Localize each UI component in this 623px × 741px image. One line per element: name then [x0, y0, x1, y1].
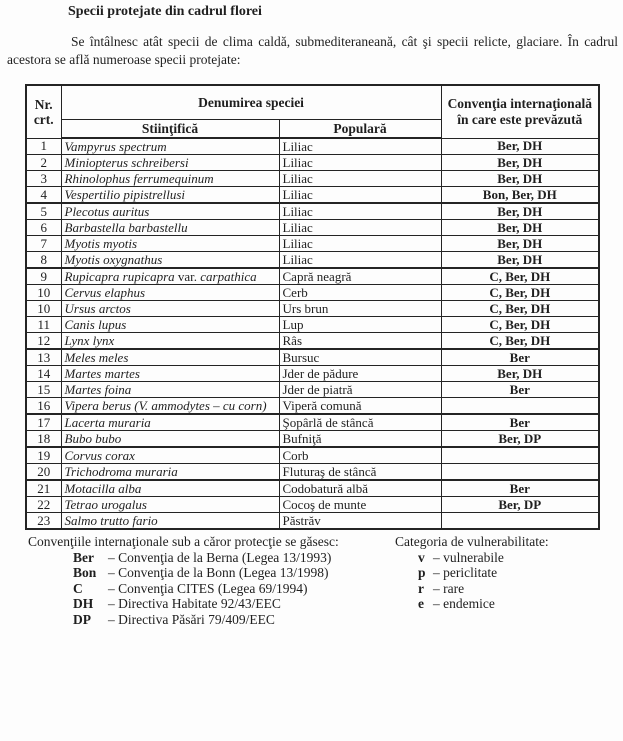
table-header: [26, 85, 599, 138]
col-header-species-name: Denumirea speciei: [61, 85, 441, 120]
scientific-name-cell: Myotis myotis: [61, 236, 279, 252]
scientific-name-cell: Corvus corax: [61, 447, 279, 464]
species-row: [26, 513, 599, 530]
popular-name-cell: Liliac: [279, 220, 441, 236]
col-header-popular: Populară: [279, 120, 441, 139]
popular-name-cell: Bufniţă: [279, 431, 441, 448]
species-row: [26, 138, 599, 155]
row-number-cell: 15: [26, 382, 61, 398]
species-row: [26, 366, 599, 382]
legend-code: r: [418, 580, 424, 596]
popular-name-cell: Şopârlă de stâncă: [279, 414, 441, 431]
legend-code: Bon: [73, 565, 97, 580]
scientific-name-cell: Rupicapra rupicapra var. carpathica: [61, 268, 279, 285]
popular-name-cell: Păstrăv: [279, 513, 441, 530]
vulnerability-legend-item: [418, 581, 549, 597]
scientific-name-cell: Vipera berus (V. ammodytes – cu corn): [61, 398, 279, 415]
legend-code: e: [418, 596, 424, 611]
convention-cell: C, Ber, DH: [441, 317, 599, 333]
row-number-cell: 14: [26, 366, 61, 382]
popular-name-cell: Fluturaş de stâncă: [279, 464, 441, 481]
row-number-cell: 21: [26, 480, 61, 497]
vulnerability-legend-item: [418, 550, 549, 566]
scientific-name-cell: Canis lupus: [61, 317, 279, 333]
convention-cell: Bon, Ber, DH: [441, 187, 599, 204]
convention-cell: Ber, DH: [441, 366, 599, 382]
scientific-name-cell: Plecotus auritus: [61, 203, 279, 220]
popular-name-cell: Codobatură albă: [279, 480, 441, 497]
col-header-scientific: Stiinţifică: [61, 120, 279, 139]
scientific-name-cell: Salmo trutto fario: [61, 513, 279, 530]
convention-cell: Ber, DP: [441, 431, 599, 448]
legend: [0, 534, 623, 627]
popular-name-cell: Liliac: [279, 138, 441, 155]
popular-name-cell: Liliac: [279, 171, 441, 187]
popular-name-cell: Jder de pădure: [279, 366, 441, 382]
scientific-name-cell: Tetrao urogalus: [61, 497, 279, 513]
scientific-name-cell: Vespertilio pipistrellusi: [61, 187, 279, 204]
convention-cell: [441, 398, 599, 415]
scientific-name-cell: Lynx lynx: [61, 333, 279, 350]
row-number-cell: 6: [26, 220, 61, 236]
convention-cell: C, Ber, DH: [441, 301, 599, 317]
scientific-name-cell: Trichodroma muraria: [61, 464, 279, 481]
popular-name-cell: Liliac: [279, 155, 441, 171]
legend-label: – Convenţia de la Bonn (Legea 13/1998): [108, 565, 329, 580]
legend-label: – Directiva Păsări 79/409/EEC: [108, 611, 275, 627]
species-row: [26, 497, 599, 513]
table-body: [26, 138, 599, 529]
species-row: [26, 317, 599, 333]
vulnerability-legend-item: [418, 565, 549, 581]
row-number-cell: 5: [26, 203, 61, 220]
popular-name-cell: Liliac: [279, 203, 441, 220]
convention-cell: Ber, DH: [441, 155, 599, 171]
legend-code: C: [73, 580, 83, 596]
popular-name-cell: Bursuc: [279, 349, 441, 366]
scientific-name-cell: Barbastella barbastellu: [61, 220, 279, 236]
popular-name-cell: Jder de piatră: [279, 382, 441, 398]
convention-cell: Ber, DH: [441, 252, 599, 269]
species-row: [26, 398, 599, 415]
species-row: [26, 349, 599, 366]
convention-cell: [441, 447, 599, 464]
convention-cell: Ber: [441, 349, 599, 366]
convention-legend-item: [73, 612, 623, 628]
convention-cell: C, Ber, DH: [441, 268, 599, 285]
convention-cell: [441, 513, 599, 530]
row-number-cell: 18: [26, 431, 61, 448]
popular-name-cell: Lup: [279, 317, 441, 333]
popular-name-cell: Liliac: [279, 252, 441, 269]
species-row: [26, 187, 599, 204]
scientific-name-cell: Martes martes: [61, 366, 279, 382]
scientific-name-cell: Lacerta muraria: [61, 414, 279, 431]
vulnerability-legend-title: Categoria de vulnerabilitate:: [395, 534, 549, 549]
popular-name-cell: Cerb: [279, 285, 441, 301]
row-number-cell: 8: [26, 252, 61, 269]
species-row: [26, 236, 599, 252]
convention-cell: Ber, DH: [441, 203, 599, 220]
species-row: [26, 382, 599, 398]
document-page: [0, 4, 623, 741]
legend-label: – vulnerabile: [433, 549, 504, 565]
scientific-name-cell: Motacilla alba: [61, 480, 279, 497]
vulnerability-legend-item: [418, 596, 549, 612]
convention-cell: Ber, DH: [441, 171, 599, 187]
row-number-cell: 7: [26, 236, 61, 252]
legend-code: Ber: [73, 549, 94, 565]
protected-species-table: [25, 84, 600, 530]
scientific-name-cell: Cervus elaphus: [61, 285, 279, 301]
scientific-name-cell: Myotis oxygnathus: [61, 252, 279, 269]
scientific-name-cell: Miniopterus schreibersi: [61, 155, 279, 171]
legend-label: – endemice: [433, 596, 495, 611]
scientific-name-cell: Ursus arctos: [61, 301, 279, 317]
species-row: [26, 431, 599, 448]
scientific-name-cell: Martes foina: [61, 382, 279, 398]
row-number-cell: 17: [26, 414, 61, 431]
conventions-legend-title: Convenţiile internaţionale sub a căror protecţie se găsesc:: [28, 534, 339, 549]
scientific-name-cell: Bubo bubo: [61, 431, 279, 448]
convention-cell: Ber: [441, 480, 599, 497]
species-row: [26, 171, 599, 187]
page-title: Specii protejate din cadrul florei: [68, 4, 262, 19]
popular-name-cell: Urs brun: [279, 301, 441, 317]
convention-cell: Ber: [441, 382, 599, 398]
species-row: [26, 220, 599, 236]
legend-code: p: [418, 565, 426, 580]
row-number-cell: 20: [26, 464, 61, 481]
row-number-cell: 3: [26, 171, 61, 187]
row-number-cell: 2: [26, 155, 61, 171]
species-row: [26, 464, 599, 481]
convention-cell: [441, 464, 599, 481]
species-row: [26, 285, 599, 301]
legend-label: – periclitate: [433, 565, 498, 580]
row-number-cell: 23: [26, 513, 61, 530]
convention-cell: Ber, DP: [441, 497, 599, 513]
col-header-convention: Convenţia internaţională în care este prevăzută: [441, 85, 599, 138]
row-number-cell: 16: [26, 398, 61, 415]
legend-code: DP: [73, 611, 91, 627]
species-row: [26, 480, 599, 497]
intro-paragraph: Se întâlnesc atât specii de clima caldă, submediteraneană, cât şi specii relicte, glaciare. În cadrul acestora se află numeroase specii protejate:: [7, 34, 618, 67]
scientific-name-cell: Rhinolophus ferrumequinum: [61, 171, 279, 187]
vulnerability-legend-items: [395, 550, 549, 612]
species-row: [26, 447, 599, 464]
convention-cell: C, Ber, DH: [441, 285, 599, 301]
row-number-cell: 10: [26, 301, 61, 317]
popular-name-cell: Viperă comună: [279, 398, 441, 415]
convention-cell: Ber: [441, 414, 599, 431]
popular-name-cell: Liliac: [279, 236, 441, 252]
scientific-name-cell: Vampyrus spectrum: [61, 138, 279, 155]
popular-name-cell: Corb: [279, 447, 441, 464]
col-header-nr: Nr. crt.: [26, 85, 61, 138]
legend-label: – Directiva Habitate 92/43/EEC: [108, 596, 281, 611]
popular-name-cell: Liliac: [279, 187, 441, 204]
species-row: [26, 268, 599, 285]
row-number-cell: 10: [26, 285, 61, 301]
vulnerability-legend: [395, 534, 549, 612]
legend-label: – Convenţia de la Berna (Legea 13/1993): [108, 549, 332, 565]
row-number-cell: 19: [26, 447, 61, 464]
convention-cell: Ber, DH: [441, 138, 599, 155]
species-row: [26, 155, 599, 171]
species-row: [26, 333, 599, 350]
convention-cell: C, Ber, DH: [441, 333, 599, 350]
species-row: [26, 414, 599, 431]
species-row: [26, 252, 599, 269]
legend-code: DH: [73, 596, 94, 611]
row-number-cell: 9: [26, 268, 61, 285]
popular-name-cell: Cocoş de munte: [279, 497, 441, 513]
popular-name-cell: Râs: [279, 333, 441, 350]
scientific-name-cell: Meles meles: [61, 349, 279, 366]
popular-name-cell: Capră neagră: [279, 268, 441, 285]
convention-cell: Ber, DH: [441, 220, 599, 236]
species-row: [26, 203, 599, 220]
row-number-cell: 4: [26, 187, 61, 204]
row-number-cell: 11: [26, 317, 61, 333]
convention-cell: Ber, DH: [441, 236, 599, 252]
row-number-cell: 12: [26, 333, 61, 350]
row-number-cell: 1: [26, 138, 61, 155]
legend-code: v: [418, 549, 425, 565]
species-row: [26, 301, 599, 317]
row-number-cell: 13: [26, 349, 61, 366]
row-number-cell: 22: [26, 497, 61, 513]
legend-label: – rare: [433, 580, 465, 596]
legend-label: – Convenţia CITES (Legea 69/1994): [108, 580, 308, 596]
